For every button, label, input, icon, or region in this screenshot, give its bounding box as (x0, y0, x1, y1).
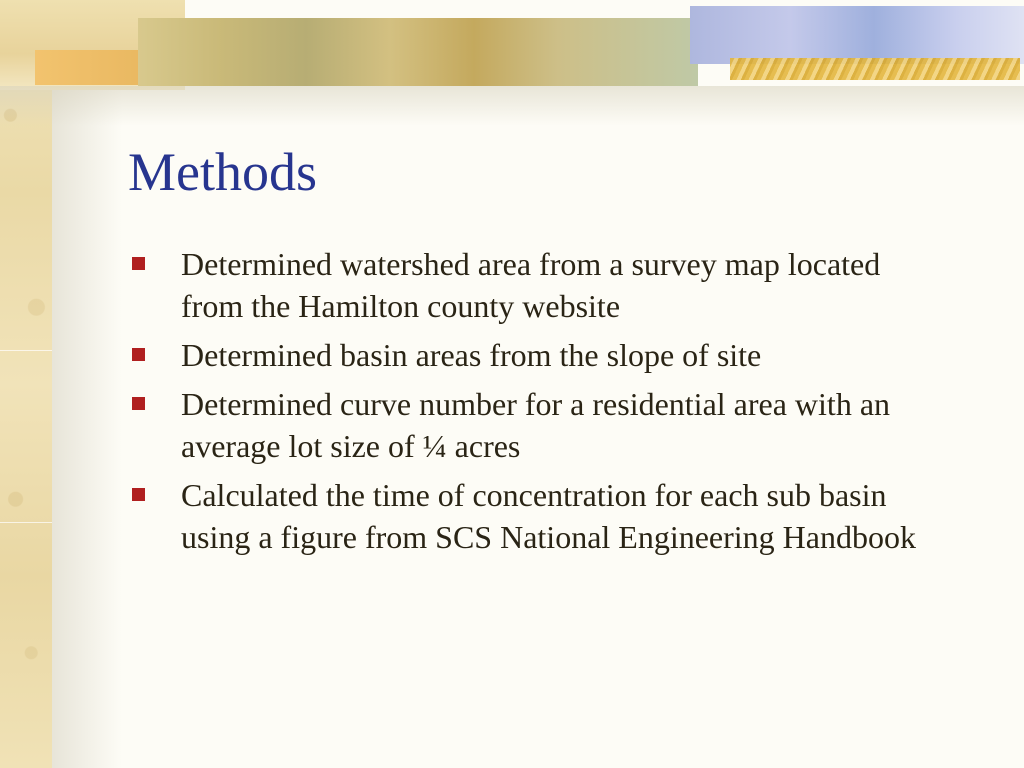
bullet-text: Calculated the time of concentration for each sub basin using a figure from SCS National Engineering Handbook (181, 477, 916, 555)
bullet-text: Determined basin areas from the slope of site (181, 337, 762, 373)
bullet-item (128, 334, 918, 376)
leaves-image (138, 18, 698, 86)
wheat-image (730, 58, 1020, 80)
bullet-item (128, 383, 918, 467)
sky-image (690, 6, 1024, 64)
square-bullet-icon (132, 488, 145, 501)
square-bullet-icon (132, 257, 145, 270)
bullet-item (128, 243, 918, 327)
slide-title: Methods (128, 142, 317, 202)
bullet-item (128, 474, 918, 558)
decorative-banner (0, 0, 1024, 90)
bullet-text: Determined curve number for a residential area with an average lot size of ¼ acres (181, 386, 891, 464)
bullet-text: Determined watershed area from a survey map located from the Hamilton county website (181, 246, 881, 324)
square-bullet-icon (132, 348, 145, 361)
bullet-list (128, 243, 918, 565)
square-bullet-icon (132, 397, 145, 410)
